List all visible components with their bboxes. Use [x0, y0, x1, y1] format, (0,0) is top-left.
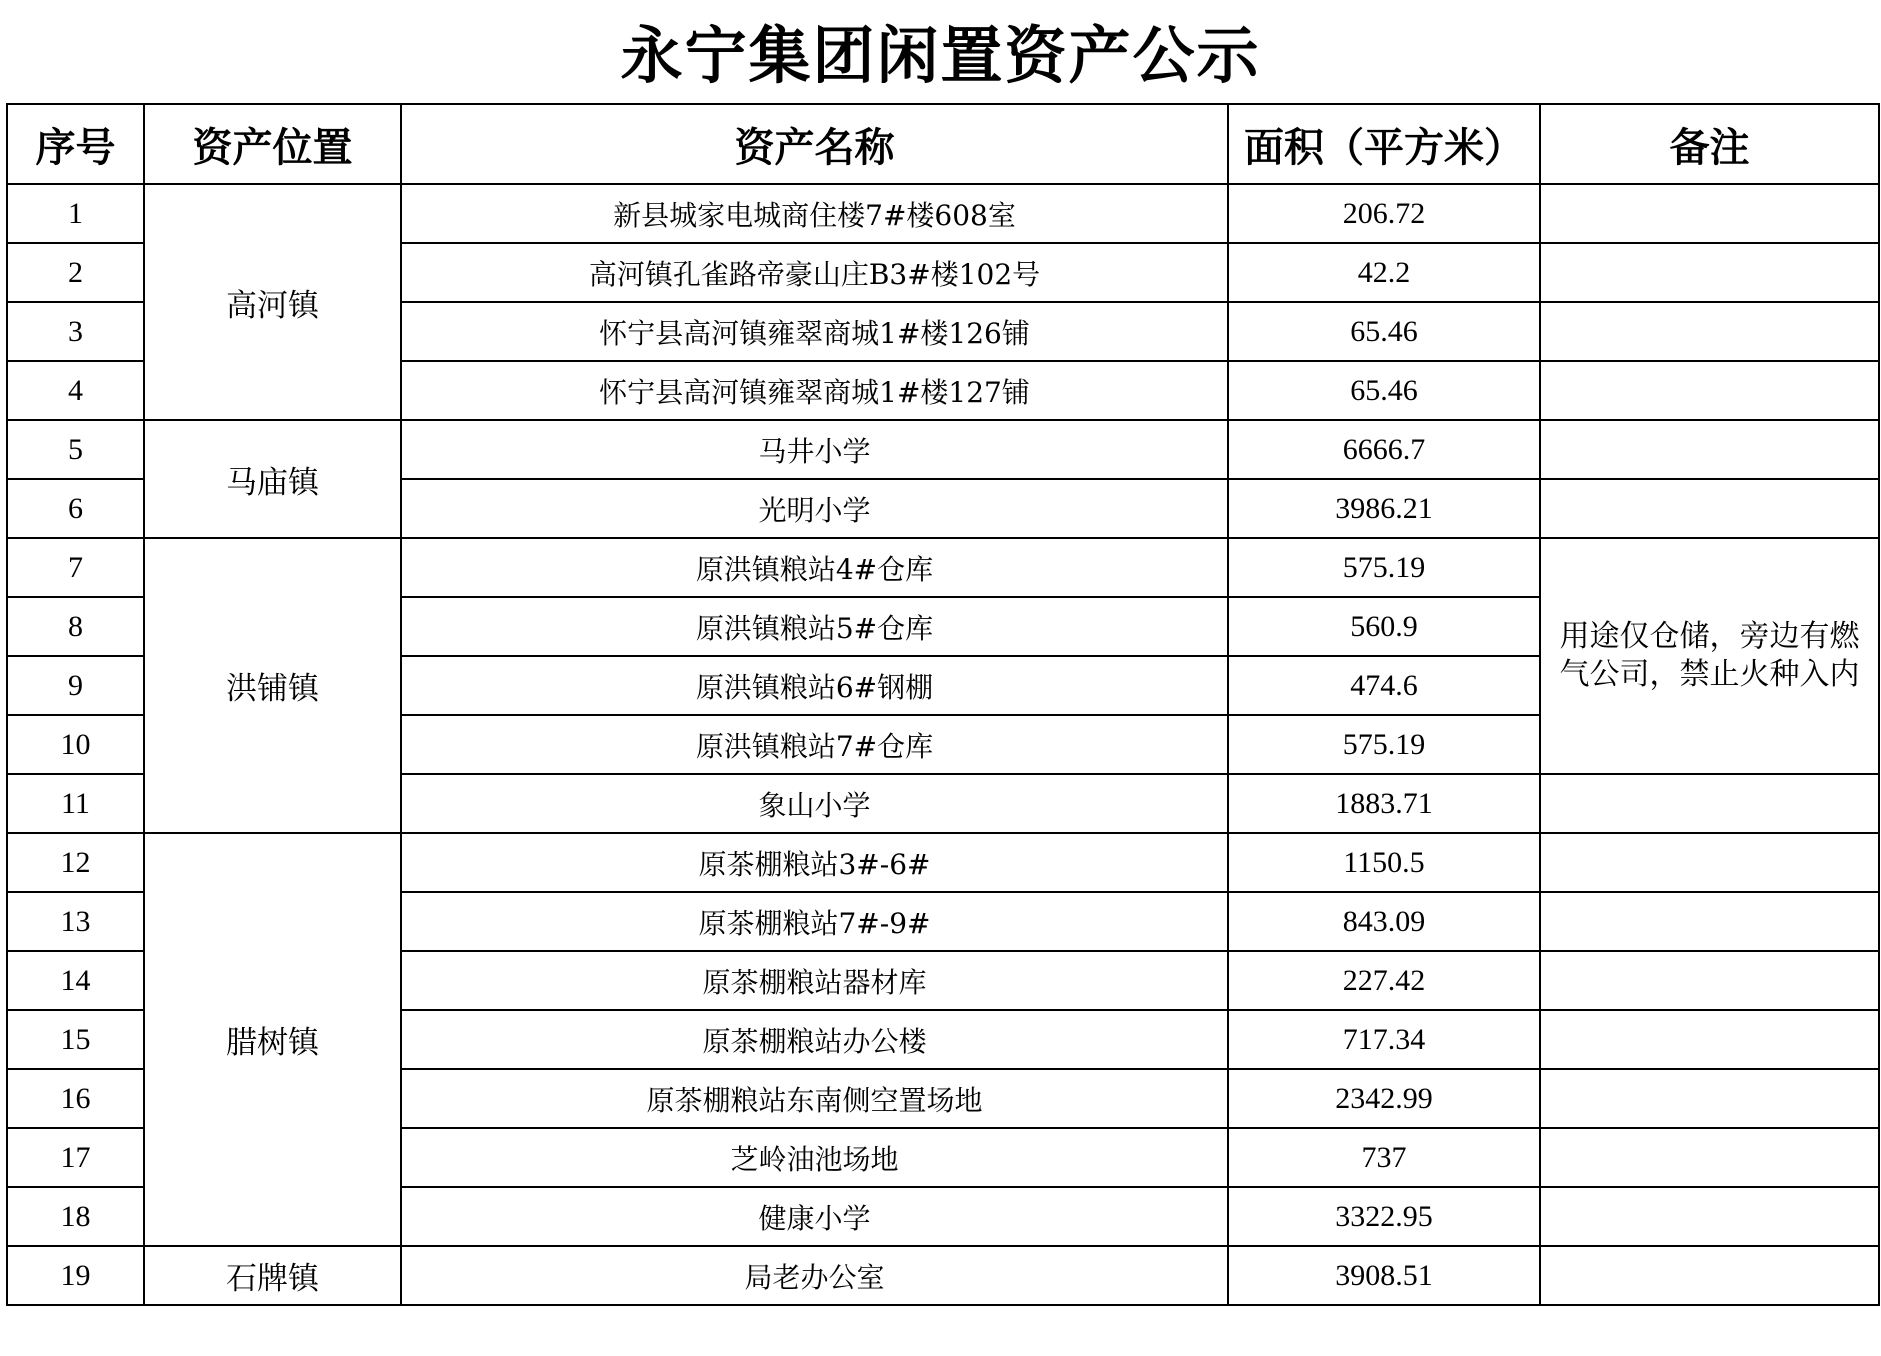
- note-cell: [1540, 1128, 1879, 1187]
- header-area: 面积（平方米）: [1228, 104, 1540, 184]
- table-row: [7, 1246, 1879, 1305]
- asset-area: 65.46: [1228, 302, 1540, 361]
- asset-name: 原洪镇粮站7#仓库: [401, 715, 1228, 774]
- asset-name: 新县城家电城商住楼7#楼608室: [401, 184, 1228, 243]
- note-cell: [1540, 361, 1879, 420]
- row-index: 10: [7, 715, 144, 774]
- row-index: 8: [7, 597, 144, 656]
- asset-name: 原茶棚粮站7#-9#: [401, 892, 1228, 951]
- asset-name: 原洪镇粮站6#钢棚: [401, 656, 1228, 715]
- asset-area: 3322.95: [1228, 1187, 1540, 1246]
- row-index: 14: [7, 951, 144, 1010]
- row-index: 6: [7, 479, 144, 538]
- location-cell: 石牌镇: [144, 1246, 401, 1305]
- note-cell: [1540, 420, 1879, 479]
- asset-area: 560.9: [1228, 597, 1540, 656]
- asset-area: 2342.99: [1228, 1069, 1540, 1128]
- asset-name: 怀宁县高河镇雍翠商城1#楼126铺: [401, 302, 1228, 361]
- asset-name: 象山小学: [401, 774, 1228, 833]
- note-cell: [1540, 892, 1879, 951]
- asset-area: 65.46: [1228, 361, 1540, 420]
- location-cell: 洪铺镇: [144, 538, 401, 833]
- note-cell: [1540, 1246, 1879, 1305]
- asset-table: [6, 103, 1880, 1306]
- note-cell: [1540, 1010, 1879, 1069]
- asset-name: 马井小学: [401, 420, 1228, 479]
- asset-area: 227.42: [1228, 951, 1540, 1010]
- asset-area: 474.6: [1228, 656, 1540, 715]
- header-location: 资产位置: [144, 104, 401, 184]
- asset-name: 光明小学: [401, 479, 1228, 538]
- table-row: [7, 420, 1879, 479]
- asset-area: 737: [1228, 1128, 1540, 1187]
- asset-name: 原洪镇粮站5#仓库: [401, 597, 1228, 656]
- location-cell: 腊树镇: [144, 833, 401, 1246]
- asset-area: 843.09: [1228, 892, 1540, 951]
- row-index: 13: [7, 892, 144, 951]
- asset-name: 原茶棚粮站东南侧空置场地: [401, 1069, 1228, 1128]
- note-cell: [1540, 302, 1879, 361]
- asset-name: 原茶棚粮站3#-6#: [401, 833, 1228, 892]
- asset-area: 6666.7: [1228, 420, 1540, 479]
- row-index: 4: [7, 361, 144, 420]
- row-index: 11: [7, 774, 144, 833]
- row-index: 3: [7, 302, 144, 361]
- asset-name: 局老办公室: [401, 1246, 1228, 1305]
- asset-area: 206.72: [1228, 184, 1540, 243]
- note-cell: [1540, 833, 1879, 892]
- header-note: 备注: [1540, 104, 1879, 184]
- header-row: [7, 104, 1879, 184]
- table-row: [7, 833, 1879, 892]
- asset-area: 1150.5: [1228, 833, 1540, 892]
- asset-area: 42.2: [1228, 243, 1540, 302]
- note-cell: [1540, 184, 1879, 243]
- table-row: [7, 184, 1879, 243]
- asset-name: 怀宁县高河镇雍翠商城1#楼127铺: [401, 361, 1228, 420]
- row-index: 18: [7, 1187, 144, 1246]
- asset-area: 1883.71: [1228, 774, 1540, 833]
- note-cell: [1540, 1187, 1879, 1246]
- row-index: 16: [7, 1069, 144, 1128]
- row-index: 12: [7, 833, 144, 892]
- asset-area: 3908.51: [1228, 1246, 1540, 1305]
- row-index: 15: [7, 1010, 144, 1069]
- row-index: 9: [7, 656, 144, 715]
- note-cell: [1540, 774, 1879, 833]
- row-index: 19: [7, 1246, 144, 1305]
- page-title: 永宁集团闲置资产公示: [620, 18, 1261, 92]
- asset-area: 3986.21: [1228, 479, 1540, 538]
- row-index: 5: [7, 420, 144, 479]
- asset-name: 原茶棚粮站器材库: [401, 951, 1228, 1010]
- row-index: 1: [7, 184, 144, 243]
- row-index: 2: [7, 243, 144, 302]
- note-cell-warning: 用途仅仓储，旁边有燃气公司，禁止火种入内: [1540, 538, 1879, 774]
- note-cell: [1540, 243, 1879, 302]
- table-row: [7, 538, 1879, 597]
- note-cell: [1540, 1069, 1879, 1128]
- asset-name: 高河镇孔雀路帝豪山庄B3#楼102号: [401, 243, 1228, 302]
- note-cell: [1540, 479, 1879, 538]
- asset-area: 575.19: [1228, 715, 1540, 774]
- asset-name: 健康小学: [401, 1187, 1228, 1246]
- asset-name: 原洪镇粮站4#仓库: [401, 538, 1228, 597]
- asset-area: 717.34: [1228, 1010, 1540, 1069]
- header-name: 资产名称: [401, 104, 1228, 184]
- asset-name: 原茶棚粮站办公楼: [401, 1010, 1228, 1069]
- asset-area: 575.19: [1228, 538, 1540, 597]
- asset-name: 芝岭油池场地: [401, 1128, 1228, 1187]
- location-cell: 高河镇: [144, 184, 401, 420]
- header-index: 序号: [7, 104, 144, 184]
- row-index: 17: [7, 1128, 144, 1187]
- note-cell: [1540, 951, 1879, 1010]
- location-cell: 马庙镇: [144, 420, 401, 538]
- row-index: 7: [7, 538, 144, 597]
